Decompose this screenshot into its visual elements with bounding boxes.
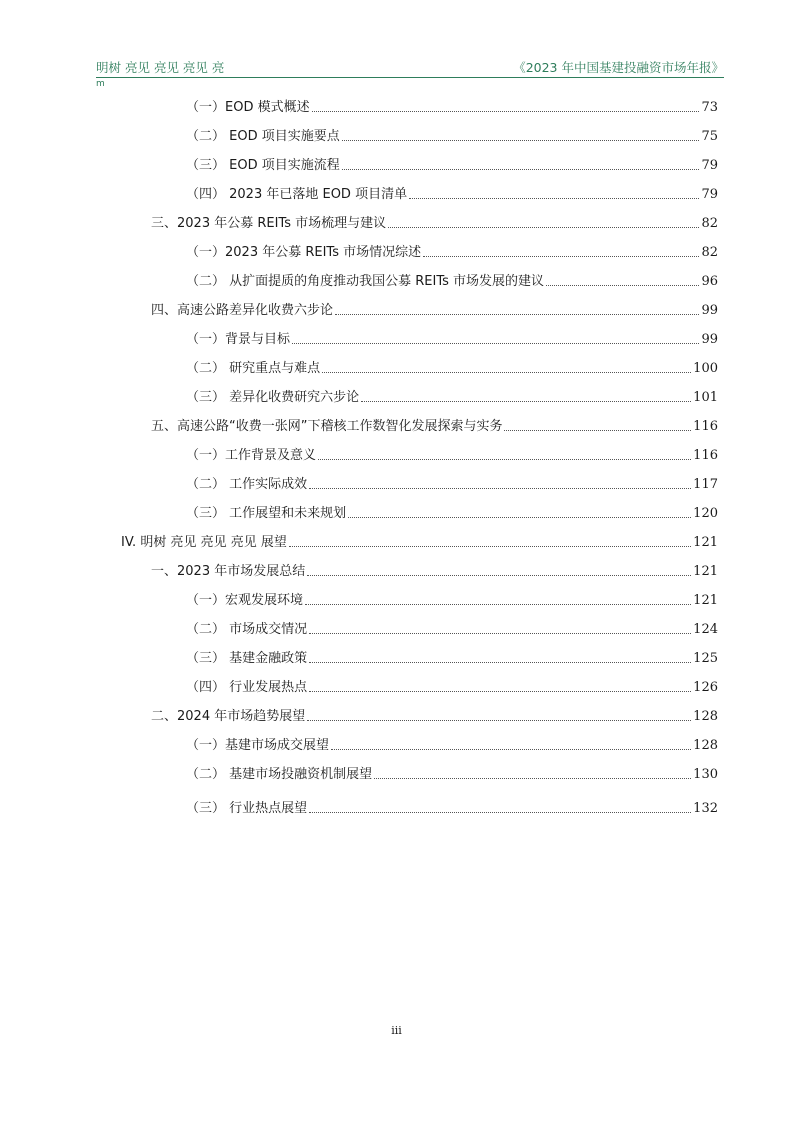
toc-dot-leader — [423, 256, 699, 257]
toc-dot-leader — [374, 778, 691, 779]
toc-entry[interactable] — [151, 560, 718, 580]
toc-dot-leader — [309, 488, 691, 489]
toc-entry-page: 120 — [693, 506, 718, 521]
toc-dot-leader — [289, 546, 691, 547]
toc-dot-leader — [504, 430, 691, 431]
toc-entry-label: 四、高速公路差异化收费六步论 — [151, 303, 334, 318]
toc-entry-label: （一）工作背景及意义 — [186, 448, 317, 463]
toc-entry-label: （三） EOD 项目实施流程 — [186, 158, 340, 173]
toc-entry-page: 116 — [693, 419, 718, 434]
toc-entry-page: 124 — [693, 622, 718, 637]
toc-entry[interactable] — [186, 444, 718, 464]
toc-entry-label: （二） 研究重点与难点 — [186, 361, 321, 376]
toc-entry-label: 五、高速公路“收费一张网”下稽核工作数智化发展探索与实务 — [151, 419, 503, 434]
toc-entry[interactable] — [186, 328, 718, 348]
header-left-text: 明树 亮见 亮见 亮见 亮 — [96, 60, 225, 75]
toc-entry-label: （三） 基建金融政策 — [186, 651, 308, 666]
toc-entry-label: 二、2024 年市场趋势展望 — [151, 709, 306, 724]
toc-dot-leader — [312, 111, 700, 112]
toc-dot-leader — [335, 314, 699, 315]
toc-entry-page: 132 — [693, 801, 718, 816]
toc-entry-label: （二） 工作实际成效 — [186, 477, 308, 492]
toc-entry-page: 82 — [701, 216, 718, 231]
toc-entry-label: （三） 差异化收费研究六步论 — [186, 390, 360, 405]
toc-entry-label: （四） 2023 年已落地 EOD 项目清单 — [186, 187, 408, 202]
toc-dot-leader — [309, 812, 691, 813]
toc-entry-page: 116 — [693, 448, 718, 463]
toc-dot-leader — [331, 749, 691, 750]
toc-entry-label: 一、2023 年市场发展总结 — [151, 564, 306, 579]
toc-dot-leader — [309, 662, 691, 663]
toc-entry-label: （一）基建市场成交展望 — [186, 738, 330, 753]
toc-entry-label: （四） 行业发展热点 — [186, 680, 308, 695]
toc-entry-page: 100 — [693, 361, 718, 376]
toc-dot-leader — [318, 459, 691, 460]
toc-dot-leader — [322, 372, 691, 373]
toc-entry-page: 128 — [693, 709, 718, 724]
toc-entry[interactable] — [151, 705, 718, 725]
toc-entry-page: 130 — [693, 767, 718, 782]
toc-dot-leader — [342, 140, 700, 141]
toc-entry[interactable] — [186, 763, 718, 783]
toc-entry[interactable] — [186, 357, 718, 377]
toc-entry[interactable] — [186, 183, 718, 203]
toc-dot-leader — [292, 343, 699, 344]
toc-entry[interactable] — [186, 647, 718, 667]
toc-entry-label: （二） 市场成交情况 — [186, 622, 308, 637]
header-report-title: 《2023 年中国基建投融资市场年报》 — [513, 60, 724, 75]
toc-dot-leader — [361, 401, 691, 402]
page-number: iii — [391, 1024, 402, 1037]
toc-entry[interactable] — [121, 531, 718, 551]
toc-entry-label: （三） 行业热点展望 — [186, 801, 308, 816]
toc-entry-label: （一）2023 年公募 REITs 市场情况综述 — [186, 245, 422, 260]
toc-entry[interactable] — [151, 299, 718, 319]
toc-entry[interactable] — [186, 734, 718, 754]
toc-dot-leader — [309, 691, 691, 692]
toc-entry[interactable] — [186, 473, 718, 493]
toc-entry-page: 75 — [701, 129, 718, 144]
toc-entry-page: 128 — [693, 738, 718, 753]
toc-entry-page: 99 — [701, 303, 718, 318]
toc-dot-leader — [307, 575, 691, 576]
toc-dot-leader — [409, 198, 699, 199]
toc-entry[interactable] — [151, 212, 718, 232]
toc-entry[interactable] — [186, 241, 718, 261]
toc-dot-leader — [305, 604, 691, 605]
toc-entry[interactable] — [186, 386, 718, 406]
toc-dot-leader — [348, 517, 691, 518]
toc-entry-page: 121 — [693, 593, 718, 608]
toc-entry[interactable] — [186, 502, 718, 522]
toc-entry-label: （一）EOD 模式概述 — [186, 100, 310, 115]
toc-entry-page: 125 — [693, 651, 718, 666]
toc-entry-page: 79 — [701, 158, 718, 173]
toc-dot-leader — [342, 169, 700, 170]
toc-dot-leader — [388, 227, 699, 228]
toc-dot-leader — [309, 633, 691, 634]
toc-entry-label: （二） EOD 项目实施要点 — [186, 129, 340, 144]
toc-entry[interactable] — [186, 270, 718, 290]
toc-entry[interactable] — [186, 154, 718, 174]
toc-entry-label: （三） 工作展望和未来规划 — [186, 506, 347, 521]
toc-entry[interactable] — [186, 618, 718, 638]
toc-entry-page: 121 — [693, 564, 718, 579]
toc-entry-page: 126 — [693, 680, 718, 695]
toc-entry-label: （二） 从扩面提质的角度推动我国公募 REITs 市场发展的建议 — [186, 274, 545, 289]
toc-entry[interactable] — [186, 589, 718, 609]
toc-entry-label: （一）背景与目标 — [186, 332, 291, 347]
toc-entry-label: （一）宏观发展环境 — [186, 593, 304, 608]
toc-entry-page: 79 — [701, 187, 718, 202]
toc-entry-page: 99 — [701, 332, 718, 347]
toc-entry[interactable] — [186, 96, 718, 116]
toc-entry-page: 121 — [693, 535, 718, 550]
toc-entry-page: 101 — [693, 390, 718, 405]
toc-dot-leader — [307, 720, 691, 721]
toc-entry-label: （二） 基建市场投融资机制展望 — [186, 767, 373, 782]
toc-entry[interactable] — [151, 415, 718, 435]
toc-entry[interactable] — [186, 125, 718, 145]
toc-entry[interactable] — [186, 797, 718, 817]
header-divider — [96, 77, 724, 78]
toc-entry-label: IV. 明树 亮见 亮见 亮见 展望 — [121, 535, 287, 550]
toc-entry-page: 96 — [701, 274, 718, 289]
toc-entry-page: 73 — [701, 100, 718, 115]
toc-entry[interactable] — [186, 676, 718, 696]
toc-entry-label: 三、2023 年公募 REITs 市场梳理与建议 — [151, 216, 387, 231]
toc-entry-page: 117 — [693, 477, 718, 492]
toc-entry-page: 82 — [701, 245, 718, 260]
header-mark: m — [96, 79, 105, 89]
toc-dot-leader — [546, 285, 699, 286]
